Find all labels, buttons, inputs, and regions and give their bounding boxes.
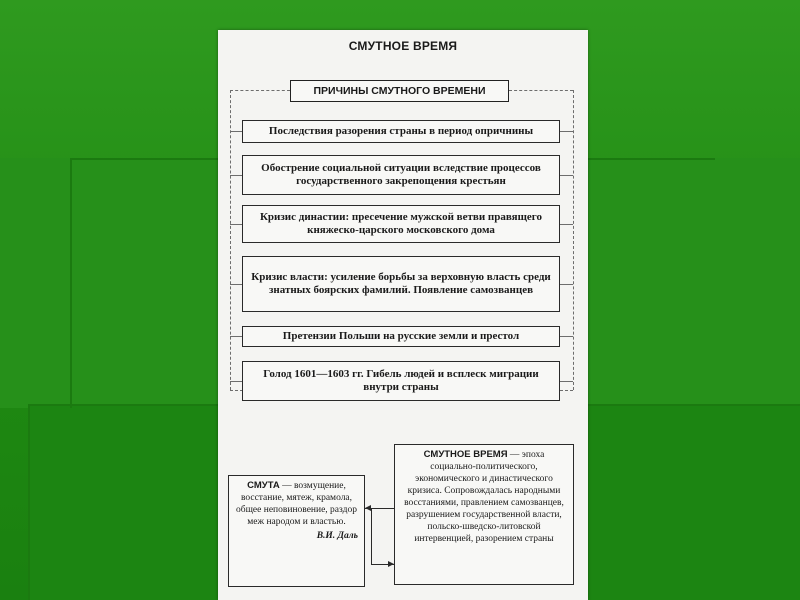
epoch-term: СМУТНОЕ ВРЕМЯ xyxy=(423,449,508,460)
dashed-frame-right xyxy=(573,90,574,390)
cause-box-serfdom: Обострение социальной ситуации вследствие процессов государственного закрепощения крестьян xyxy=(242,155,560,195)
connector-tick xyxy=(560,224,573,225)
cause-box-power: Кризис власти: усиление борьбы за верховную власть среди знатных боярских фамилий. Появление самозванцев xyxy=(242,256,560,312)
diagram-panel xyxy=(218,30,588,600)
connector-tick xyxy=(230,336,242,337)
connector-tick xyxy=(230,131,242,132)
cause-box-oprichnina: Последствия разорения страны в период опричнины xyxy=(242,120,560,143)
connector-tick xyxy=(230,175,242,176)
cause-box-dynasty: Кризис династии: пресечение мужской ветви правящего княжеско-царского московского дома xyxy=(242,205,560,243)
epoch-definition-text: — эпоха социально-политического, экономического и династического кризиса. Сопровождалась народными восстаниями, правлением самозванцев, разрушением государственной власти, польско-шведско-литовской интервенцией, разорением страны xyxy=(404,450,564,544)
connector-tick xyxy=(560,336,573,337)
dashed-frame-left xyxy=(230,90,231,390)
connector-tick xyxy=(560,381,573,382)
smuta-term: СМУТА xyxy=(247,480,280,491)
connector-line xyxy=(371,508,372,564)
connector-tick xyxy=(560,284,573,285)
connector-tick xyxy=(230,224,242,225)
connector-tick xyxy=(230,381,242,382)
smuta-author: В.И. Даль xyxy=(316,531,358,541)
diagram-title: СМУТНОЕ ВРЕМЯ xyxy=(348,39,458,53)
causes-header: ПРИЧИНЫ СМУТНОГО ВРЕМЕНИ xyxy=(290,80,509,102)
dashed-frame-top-right xyxy=(509,90,573,91)
cause-box-poland: Претензии Польши на русские земли и престол xyxy=(242,326,560,347)
smuta-definition-box xyxy=(228,475,365,587)
dashed-frame-top-left xyxy=(230,90,290,91)
epoch-definition-box xyxy=(394,444,574,585)
connector-tick xyxy=(560,175,573,176)
background-line xyxy=(70,158,72,408)
background-line xyxy=(28,404,30,600)
cause-box-famine: Голод 1601—1603 гг. Гибель людей и всплеск миграции внутри страны xyxy=(242,361,560,401)
arrow-right-icon xyxy=(388,561,394,567)
connector-tick xyxy=(560,131,573,132)
connector-tick xyxy=(230,284,242,285)
smuta-definition-text: — возмущение, восстание, мятеж, крамола, общее неповиновение, раздор меж народом и властью. xyxy=(236,481,357,527)
